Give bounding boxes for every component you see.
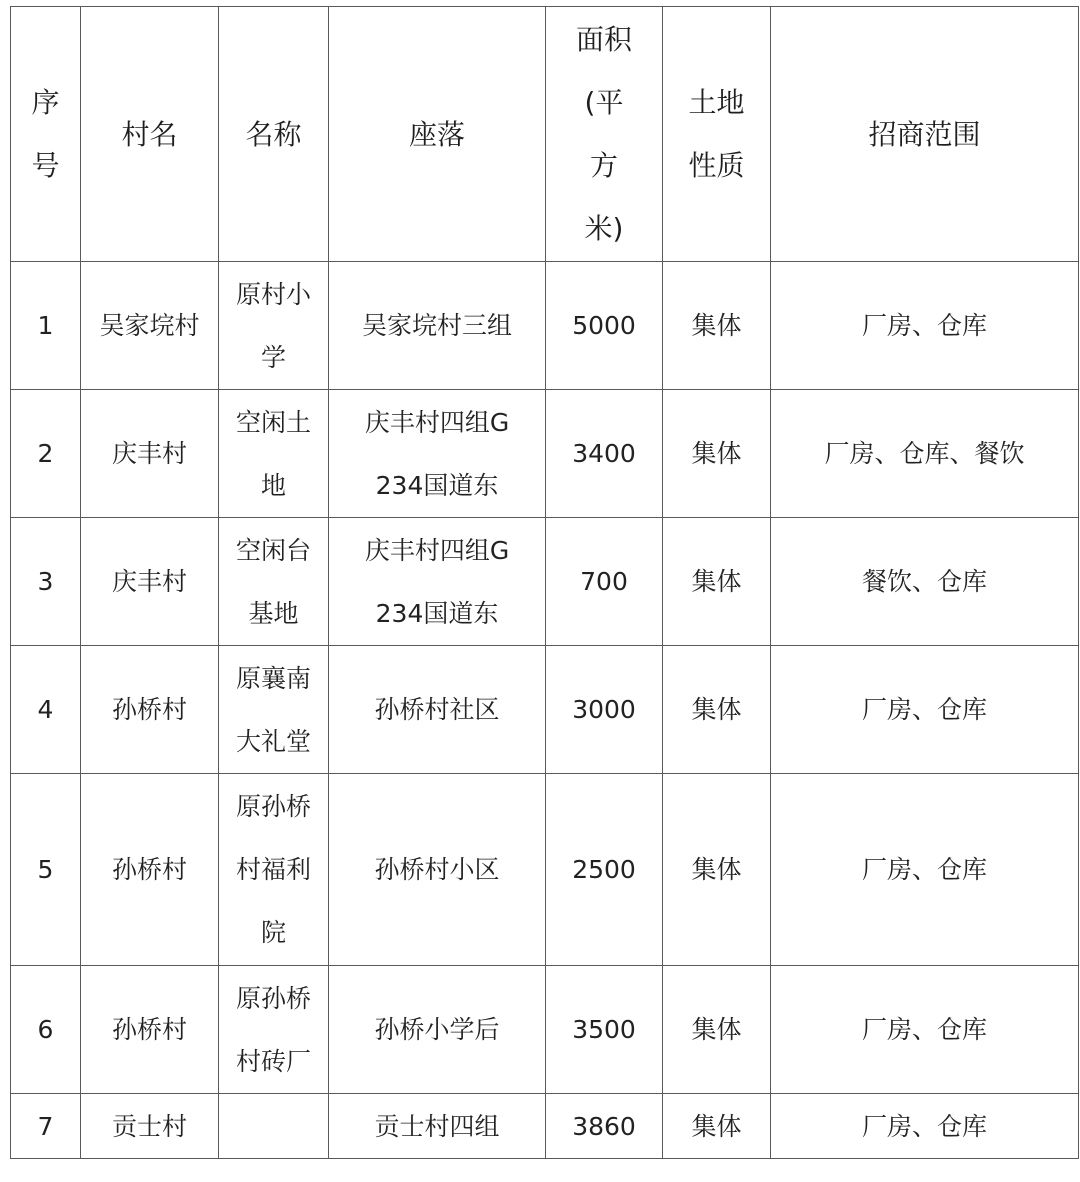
cell-index: 3	[11, 518, 81, 646]
cell-location: 贡士村四组	[329, 1094, 546, 1159]
cell-location: 庆丰村四组G234国道东	[329, 390, 546, 518]
cell-area: 2500	[546, 774, 663, 966]
header-index: 序号	[11, 7, 81, 262]
cell-name: 原孙桥村福利院	[219, 774, 329, 966]
table-row	[11, 518, 1079, 646]
cell-index: 4	[11, 646, 81, 774]
header-village: 村名	[81, 7, 219, 262]
table-container	[10, 6, 1079, 1159]
header-area: 面积(平方米)	[546, 7, 663, 262]
cell-scope: 厂房、仓库	[771, 646, 1079, 774]
cell-area: 3000	[546, 646, 663, 774]
cell-name: 空闲土地	[219, 390, 329, 518]
cell-village: 庆丰村	[81, 390, 219, 518]
cell-scope: 厂房、仓库	[771, 774, 1079, 966]
cell-location: 吴家垸村三组	[329, 262, 546, 390]
cell-land-type: 集体	[663, 646, 771, 774]
cell-village: 贡士村	[81, 1094, 219, 1159]
cell-index: 7	[11, 1094, 81, 1159]
cell-land-type: 集体	[663, 966, 771, 1094]
cell-name: 原襄南大礼堂	[219, 646, 329, 774]
cell-village: 庆丰村	[81, 518, 219, 646]
cell-location: 孙桥村小区	[329, 774, 546, 966]
cell-area: 5000	[546, 262, 663, 390]
table-row	[11, 262, 1079, 390]
table-row	[11, 646, 1079, 774]
cell-index: 2	[11, 390, 81, 518]
cell-land-type: 集体	[663, 390, 771, 518]
cell-land-type: 集体	[663, 518, 771, 646]
cell-location: 孙桥村社区	[329, 646, 546, 774]
header-land-type: 土地性质	[663, 7, 771, 262]
cell-scope: 厂房、仓库	[771, 1094, 1079, 1159]
cell-name	[219, 1094, 329, 1159]
cell-village: 吴家垸村	[81, 262, 219, 390]
header-name: 名称	[219, 7, 329, 262]
cell-area: 3500	[546, 966, 663, 1094]
header-location: 座落	[329, 7, 546, 262]
cell-area: 700	[546, 518, 663, 646]
cell-village: 孙桥村	[81, 646, 219, 774]
header-row	[11, 7, 1079, 262]
cell-village: 孙桥村	[81, 774, 219, 966]
cell-land-type: 集体	[663, 262, 771, 390]
land-table	[10, 6, 1079, 1159]
cell-area: 3400	[546, 390, 663, 518]
table-row	[11, 966, 1079, 1094]
cell-scope: 厂房、仓库	[771, 262, 1079, 390]
table-row	[11, 774, 1079, 966]
cell-name: 原村小学	[219, 262, 329, 390]
header-scope: 招商范围	[771, 7, 1079, 262]
cell-area: 3860	[546, 1094, 663, 1159]
cell-village: 孙桥村	[81, 966, 219, 1094]
cell-location: 庆丰村四组G234国道东	[329, 518, 546, 646]
cell-land-type: 集体	[663, 774, 771, 966]
cell-location: 孙桥小学后	[329, 966, 546, 1094]
cell-index: 6	[11, 966, 81, 1094]
table-row	[11, 390, 1079, 518]
cell-scope: 餐饮、仓库	[771, 518, 1079, 646]
cell-name: 原孙桥村砖厂	[219, 966, 329, 1094]
cell-name: 空闲台基地	[219, 518, 329, 646]
cell-index: 1	[11, 262, 81, 390]
cell-scope: 厂房、仓库	[771, 966, 1079, 1094]
cell-land-type: 集体	[663, 1094, 771, 1159]
cell-scope: 厂房、仓库、餐饮	[771, 390, 1079, 518]
table-row	[11, 1094, 1079, 1159]
cell-index: 5	[11, 774, 81, 966]
